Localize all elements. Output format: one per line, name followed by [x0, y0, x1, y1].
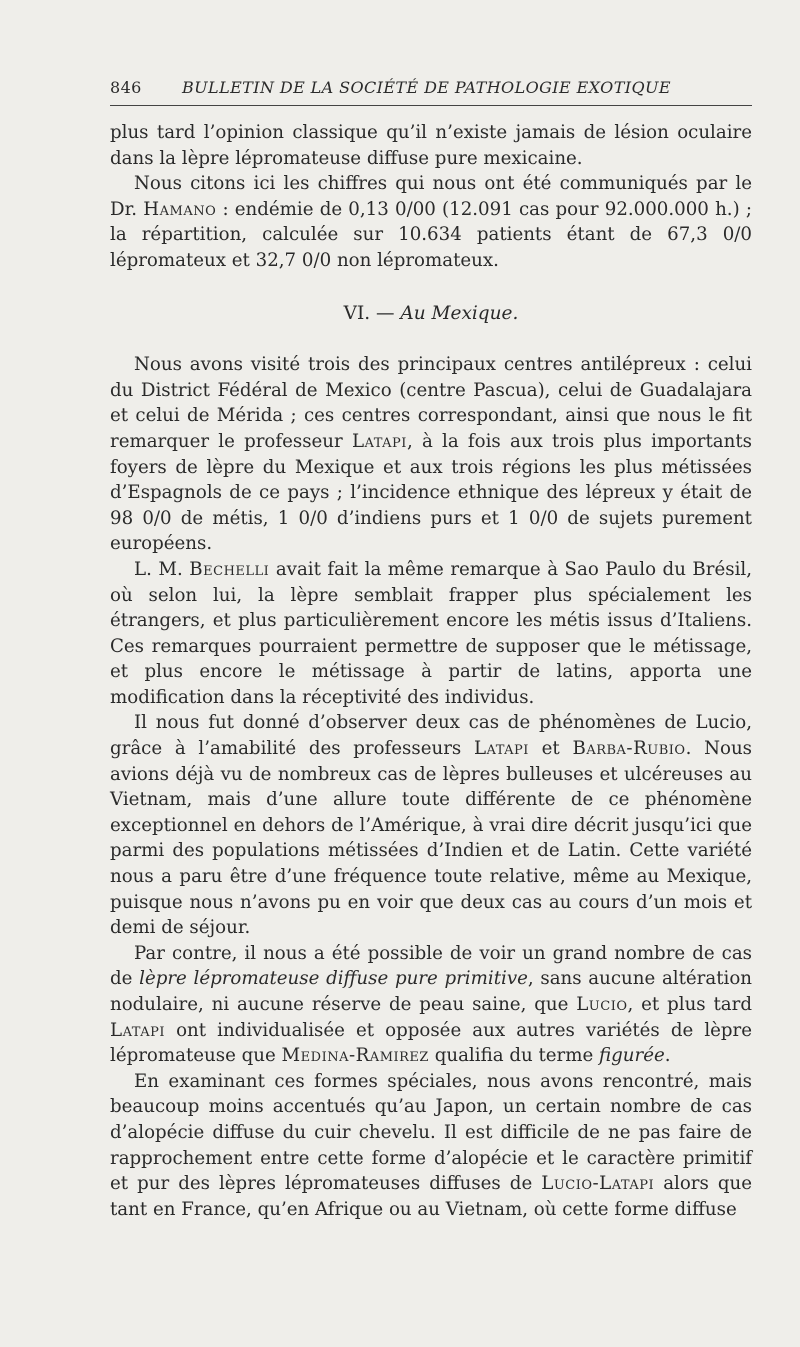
- running-title: BULLETIN DE LA SOCIÉTÉ DE PATHOLOGIE EXOTIQUE: [182, 78, 671, 97]
- paragraph-centres: [110, 352, 752, 557]
- italic-term: figurée: [599, 1045, 665, 1067]
- text-run: alors que tant en France, qu’en Afrique ou au Vietnam, où cette forme diffuse: [110, 1173, 752, 1220]
- section-heading: [110, 301, 752, 327]
- paragraph-diffuse-leprosy: [110, 941, 752, 1069]
- header-rule: [110, 105, 752, 106]
- text-run: qualifia du terme: [428, 1045, 600, 1067]
- text-run: Nous avons visité trois des principaux centres antilépreux : celui du District Fédéral de Mexico (centre Pascua), celui de Guadalajara et celui de Mérida ; ces centres correspondant, ainsi que nous le fit remarquer le professeur: [110, 354, 752, 452]
- author-name: Barba-Rubio: [572, 738, 686, 760]
- text-run: ont individualisée et opposée aux autres variétés de lèpre lépromateuse que: [110, 1019, 752, 1067]
- text-run: avait fait la même remarque à Sao Paulo du Brésil, où selon lui, la lèpre semblait frapper plus spécialement les étrangers, et plus particulièrement encore les métis issus d’Italiens. Ces remarques pourraient permettre de supposer que le métissage, et plus encore le métissage à partir de latins, apporta une modification dans la réceptivité des individus.: [110, 558, 752, 708]
- author-name: Lucio-Latapi: [541, 1173, 655, 1195]
- paragraph-figures: [110, 171, 752, 273]
- text-run: : endémie de 0,13 0/00 (12.091 cas pour 92.000.000 h.) ; la répartition, calculée sur 10.634 patients étant de 67,3 0/0 lépromateux et 32,7 0/0 non lépromateux.: [110, 198, 752, 271]
- paragraph-alopecia: [110, 1069, 752, 1223]
- text-run: , à la fois aux trois plus importants foyers de lèpre du Mexique et aux trois régions les plus métissées d’Espagnols de ce pays ; l’incidence ethnique des lépreux y était de 98 0/0 de métis, 1 0/0 d’indiens purs et 1 0/0 de sujets purement européens.: [110, 430, 752, 555]
- author-name: Medina-Ramirez: [281, 1045, 429, 1067]
- page-number: 846: [110, 78, 142, 97]
- italic-term: lèpre lépromateuse diffuse pure primitive: [139, 968, 528, 990]
- text-run: , sans aucune altération nodulaire, ni aucune réserve de peau saine, que: [110, 968, 753, 1015]
- text-run: .: [664, 1045, 671, 1067]
- paragraph-bechelli: [110, 557, 752, 711]
- page-header: [110, 78, 752, 97]
- author-name: Latapi: [473, 738, 529, 760]
- text-run: plus tard l’opinion classique qu’il n’existe jamais de lésion oculaire dans la lèpre lépromateuse diffuse pure mexicaine.: [110, 122, 752, 169]
- author-name: Lucio: [576, 994, 628, 1015]
- text-run: Par contre, il nous a été possible de voir un grand nombre de cas de: [110, 942, 752, 990]
- text-run: L. M.: [134, 558, 190, 580]
- section-number: VI. —: [343, 302, 401, 324]
- paragraph-continued: [110, 120, 752, 171]
- author-name: Hamano: [143, 198, 217, 220]
- text-run: et: [528, 738, 573, 760]
- body-text: [110, 120, 752, 1222]
- text-run: Il nous fut donné d’observer deux cas de phénomènes de Lucio, grâce à l’amabilité des professeurs: [110, 712, 752, 760]
- text-run: . Nous avions déjà vu de nombreux cas de lèpres bulleuses et ulcéreuses au Vietnam, mais d’une allure toute différente de ce phénomène exceptionnel en dehors de l’Amérique, à vrai dire décrit jusqu’ici que parmi des populations métissées d’Indien et de Latin. Cette variété nous a paru être d’une fréquence toute relative, même au Mexique, puisque nous n’avons pu en voir que deux cas au cours d’un mois et demi de séjour.: [110, 738, 752, 939]
- author-name: Bechelli: [189, 558, 270, 580]
- author-name: Latapi: [351, 430, 407, 452]
- text-run: , et plus tard: [627, 994, 752, 1015]
- text-run: En examinant ces formes spéciales, nous avons rencontré, mais beaucoup moins accentués qu’au Japon, un certain nombre de cas d’alopécie diffuse du cuir chevelu. Il est difficile de ne pas faire de rapprochement entre cette forme d’alopécie et le caractère primitif et pur des lèpres lépromateuses diffuses de: [110, 1070, 752, 1195]
- section-title: Au Mexique.: [400, 302, 519, 324]
- text-run: Nous citons ici les chiffres qui nous ont été communiqués par le Dr.: [110, 173, 752, 220]
- author-name: Latapi: [110, 1019, 165, 1041]
- paragraph-lucio-phenomenon: [110, 710, 752, 940]
